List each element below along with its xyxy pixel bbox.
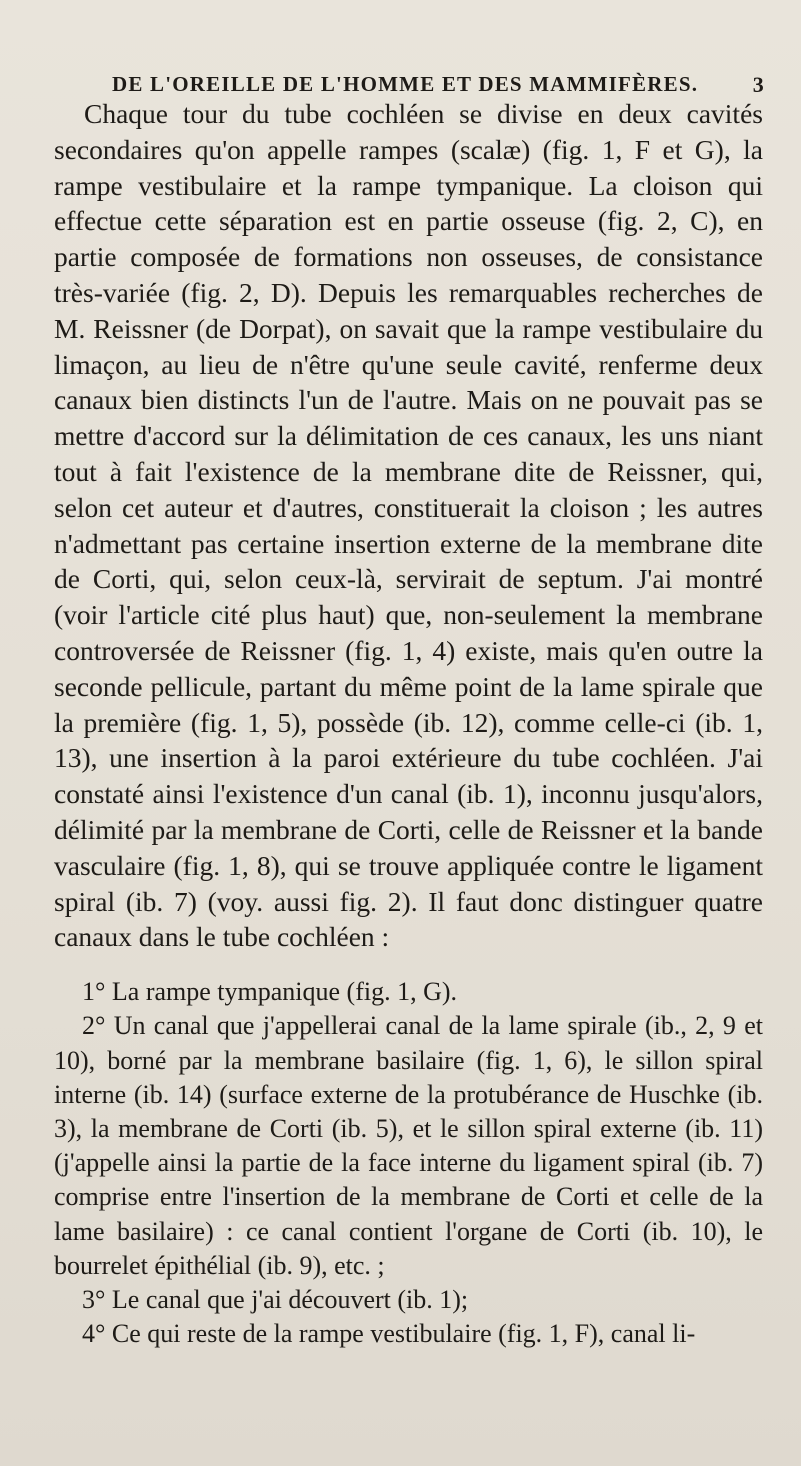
- list-item: 4° Ce qui reste de la rampe vestibulaire (fig. 1, F), canal li-: [82, 1319, 696, 1349]
- list-item: 2° Un canal que j'appellerai canal de la lame spirale (ib., 2, 9 et 10), borné par la membrane basilaire (fig. 1, 6), le sillon spiral interne (ib. 14) (surface externe de la protubérance de Huschke (ib. 3), la membrane de Corti (ib. 5), et le sillon spiral externe (ib. 11) (j'appelle ainsi la partie de la face interne du ligament spiral (ib. 7) comprise entre l'insertion de la membrane de Corti et celle de la lame basilaire) : ce canal contient l'organe de Corti (ib. 10), le bourrelet épithélial (ib. 9), etc. ;: [54, 1011, 763, 1280]
- canal-list: [54, 975, 763, 1351]
- page-number: 3: [752, 72, 765, 97]
- running-title: DE L'OREILLE DE L'HOMME ET DES MAMMIFÈRES.: [112, 72, 699, 96]
- main-paragraph: Chaque tour du tube cochléen se divise en deux cavités secondaires qu'on appelle rampes (scalæ) (fig. 1, F et G), la rampe vestibulaire et la rampe tympanique. La cloison qui effectue cette séparation est en partie osseuse (fig. 2, C), en partie composée de formations non osseuses, de consistance très-variée (fig. 2, D). Depuis les remarquables recherches de M. Reissner (de Dorpat), on savait que la rampe vestibulaire du limaçon, au lieu de n'être qu'une seule cavité, renferme deux canaux bien distincts l'un de l'autre. Mais on ne pouvait pas se mettre d'accord sur la délimitation de ces canaux, les uns niant tout à fait l'existence de la membrane dite de Reissner, qui, selon cet auteur et d'autres, constituerait la cloison ; les autres n'admettant pas certaine insertion externe de la membrane dite de Corti, qui, selon ceux-là, servirait de septum. J'ai montré (voir l'article cité plus haut) que, non-seulement la membrane controversée de Reissner (fig. 1, 4) existe, mais qu'en outre la seconde pellicule, partant du même point de la lame spirale que la première (fig. 1, 5), possède (ib. 12), comme celle-ci (ib. 1, 13), une insertion à la paroi extérieure du tube cochléen. J'ai constaté ainsi l'existence d'un canal (ib. 1), inconnu jusqu'alors, délimité par la membrane de Corti, celle de Reissner et la bande vasculaire (fig. 1, 8), qui se trouve appliquée contre le ligament spiral (ib. 7) (voy. aussi fig. 2). Il faut donc distinguer quatre canaux dans le tube cochléen :: [54, 98, 763, 953]
- body-text: [54, 96, 763, 1351]
- list-item: 1° La rampe tympanique (fig. 1, G).: [82, 977, 458, 1007]
- list-item: 3° Le canal que j'ai découvert (ib. 1);: [82, 1284, 469, 1314]
